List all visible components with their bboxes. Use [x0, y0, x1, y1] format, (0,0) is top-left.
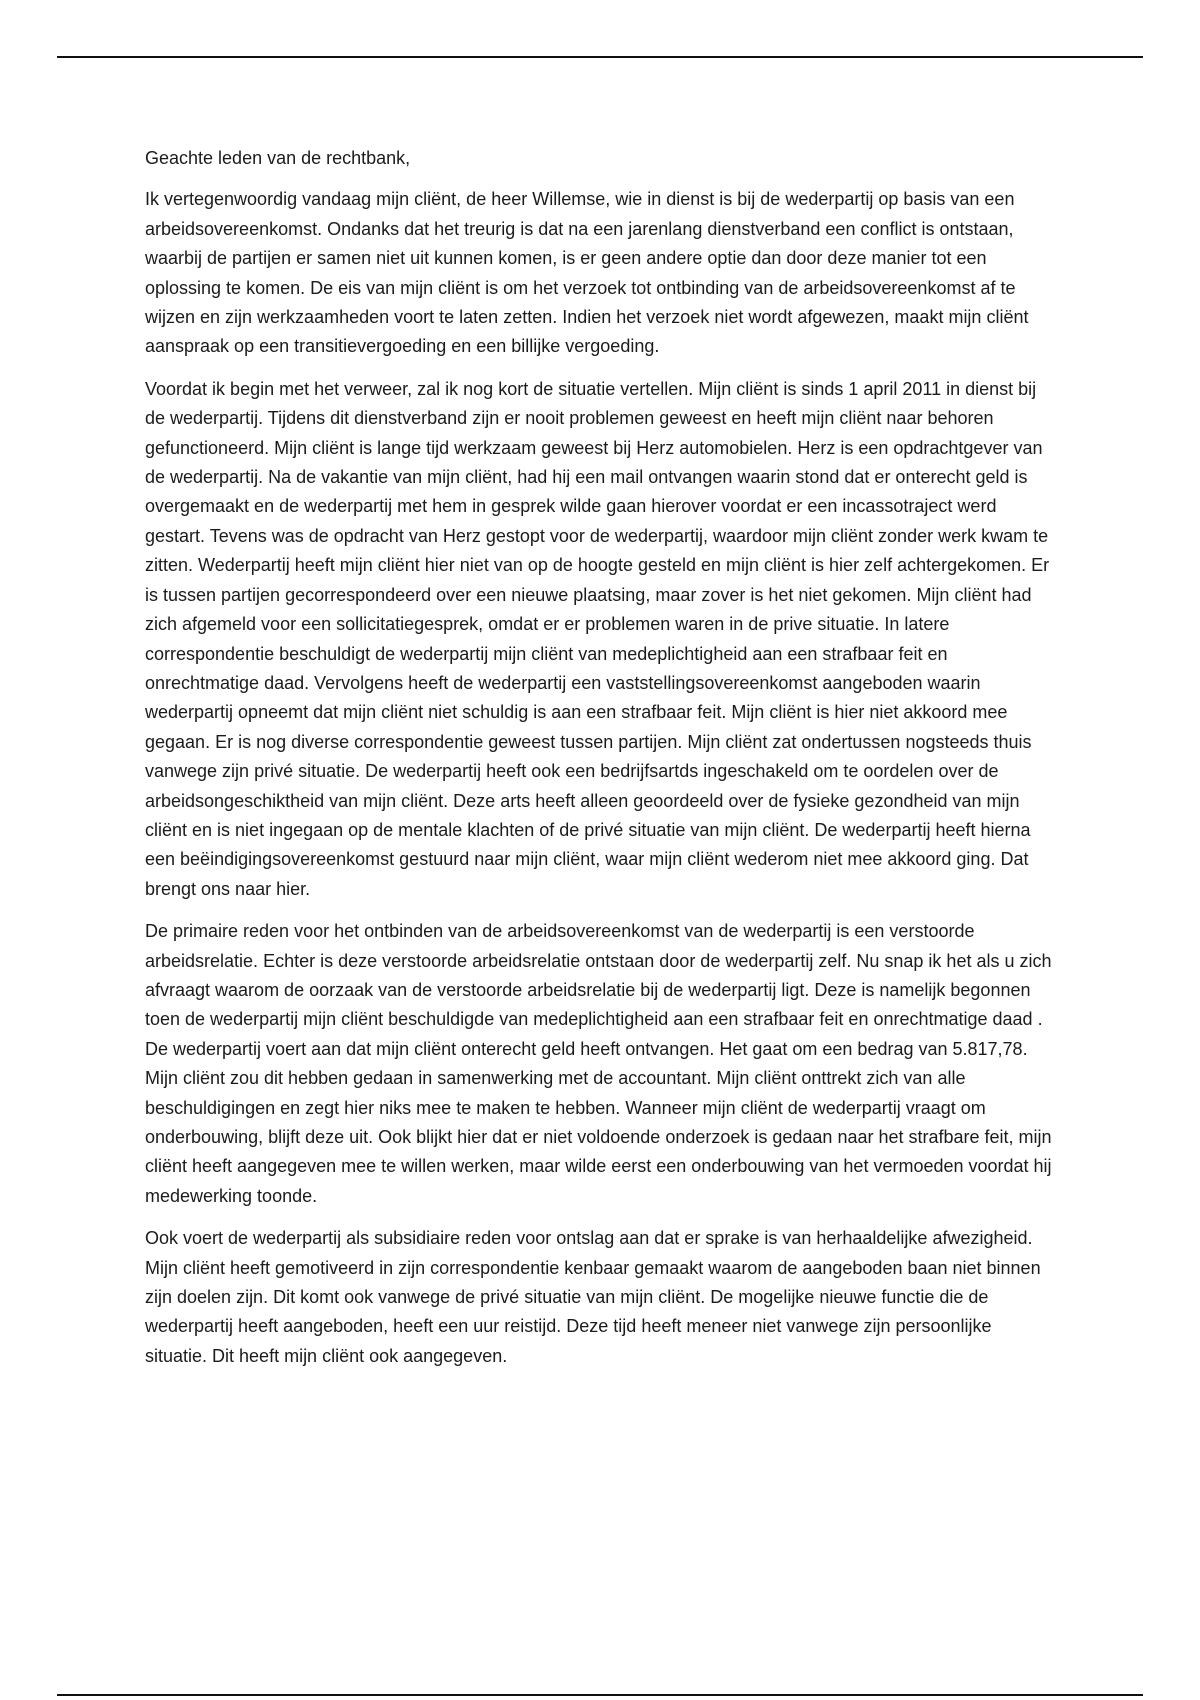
paragraph-intro: Ik vertegenwoordig vandaag mijn cliënt, de heer Willemse, wie in dienst is bij de wederpartij op basis van een arbeidsovereenkomst. Ondanks dat het treurig is dat na een jarenlang dienstverband een conflict is ontstaan, waarbij de partijen er samen niet uit kunnen komen, is er geen andere optie dan door deze manier tot een oplossing te komen. De eis van mijn cliënt is om het verzoek tot ontbinding van de arbeidsovereenkomst af te wijzen en zijn werkzaamheden voort te laten zetten. Indien het verzoek niet wordt afgewezen, maakt mijn cliënt aanspraak op een transitievergoeding en een billijke vergoeding. [145, 189, 1029, 357]
salutation: Geachte leden van de rechtbank, [145, 148, 411, 168]
paragraph-primary-reason: De primaire reden voor het ontbinden van de arbeidsovereenkomst van de wederpartij is een verstoorde arbeidsrelatie. Echter is deze verstoorde arbeidsrelatie ontstaan door de wederpartij zelf. Nu snap ik het als u zich afvraagt waarom de oorzaak van de verstoorde arbeidsrelatie bij de wederpartij ligt. Deze is namelijk begonnen toen de wederpartij mijn cliënt beschuldigde van medeplichtigheid aan een strafbaar feit en onrechtmatige daad . De wederpartij voert aan dat mijn cliënt onterecht geld heeft ontvangen. Het gaat om een bedrag van 5.817,78. Mijn cliënt zou dit hebben gedaan in samenwerking met de accountant. Mijn cliënt onttrekt zich van alle beschuldigingen en zegt hier niks mee te maken te hebben. Wanneer mijn cliënt de wederpartij vraagt om onderbouwing, blijft deze uit. Ook blijkt hier dat er niet voldoende onderzoek is gedaan naar het strafbare feit, mijn cliënt heeft aangegeven mee te willen werken, maar wilde eerst een onderbouwing van het vermoeden voordat hij medewerking toonde. [145, 921, 1052, 1206]
header-rule [57, 56, 1143, 58]
paragraph-subsidiary-reason: Ook voert de wederpartij als subsidiaire reden voor ontslag aan dat er sprake is van herhaaldelijke afwezigheid. Mijn cliënt heeft gemotiveerd in zijn correspondentie kenbaar gemaakt waarom de aangeboden baan niet binnen zijn doelen zijn. Dit komt ook vanwege de privé situatie van mijn cliënt. De mogelijke nieuwe functie die de wederpartij heeft aangeboden, heeft een uur reistijd. Deze tijd heeft meneer niet vanwege zijn persoonlijke situatie. Dit heeft mijn cliënt ook aangegeven. [145, 1228, 1041, 1366]
paragraph-situation: Voordat ik begin met het verweer, zal ik nog kort de situatie vertellen. Mijn cliënt is sinds 1 april 2011 in dienst bij de wederpartij. Tijdens dit dienstverband zijn er nooit problemen geweest en heeft mijn cliënt naar behoren gefunctioneerd. Mijn cliënt is lange tijd werkzaam geweest bij Herz automobielen. Herz is een opdrachtgever van de wederpartij. Na de vakantie van mijn cliënt, had hij een mail ontvangen waarin stond dat er onterecht geld is overgemaakt en de wederpartij met hem in gesprek wilde gaan hierover voordat er een incassotraject werd gestart. Tevens was de opdracht van Herz gestopt voor de wederpartij, waardoor mijn cliënt zonder werk kwam te zitten. Wederpartij heeft mijn cliënt hier niet van op de hoogte gesteld en mijn cliënt is hier zelf achtergekomen. Er is tussen partijen gecorrespondeerd over een nieuwe plaatsing, maar zover is het niet gekomen. Mijn cliënt had zich afgemeld voor een sollicitatiegesprek, omdat er er problemen waren in de prive situatie. In latere correspondentie beschuldigt de wederpartij mijn cliënt van medeplichtigheid aan een strafbaar feit en onrechtmatige daad. Vervolgens heeft de wederpartij een vaststellingsovereenkomst aangeboden waarin wederpartij opneemt dat mijn cliënt niet schuldig is aan een strafbaar feit. Mijn cliënt is hier niet akkoord mee gegaan. Er is nog diverse correspondentie geweest tussen partijen. Mijn cliënt zat ondertussen nogsteeds thuis vanwege zijn privé situatie. De wederpartij heeft ook een bedrijfsartds ingeschakeld om te oordelen over de arbeidsongeschiktheid van mijn cliënt. Deze arts heeft alleen geoordeeld over de fysieke gezondheid van mijn cliënt en is niet ingegaan op de mentale klachten of de privé situatie van mijn cliënt. De wederpartij heeft hierna een beëindigingsovereenkomst gestuurd naar mijn cliënt, waar mijn cliënt wederom niet mee akkoord ging. Dat brengt ons naar hier. [145, 378, 1050, 899]
footer-rule [57, 1694, 1143, 1696]
document-body [145, 144, 1055, 1384]
